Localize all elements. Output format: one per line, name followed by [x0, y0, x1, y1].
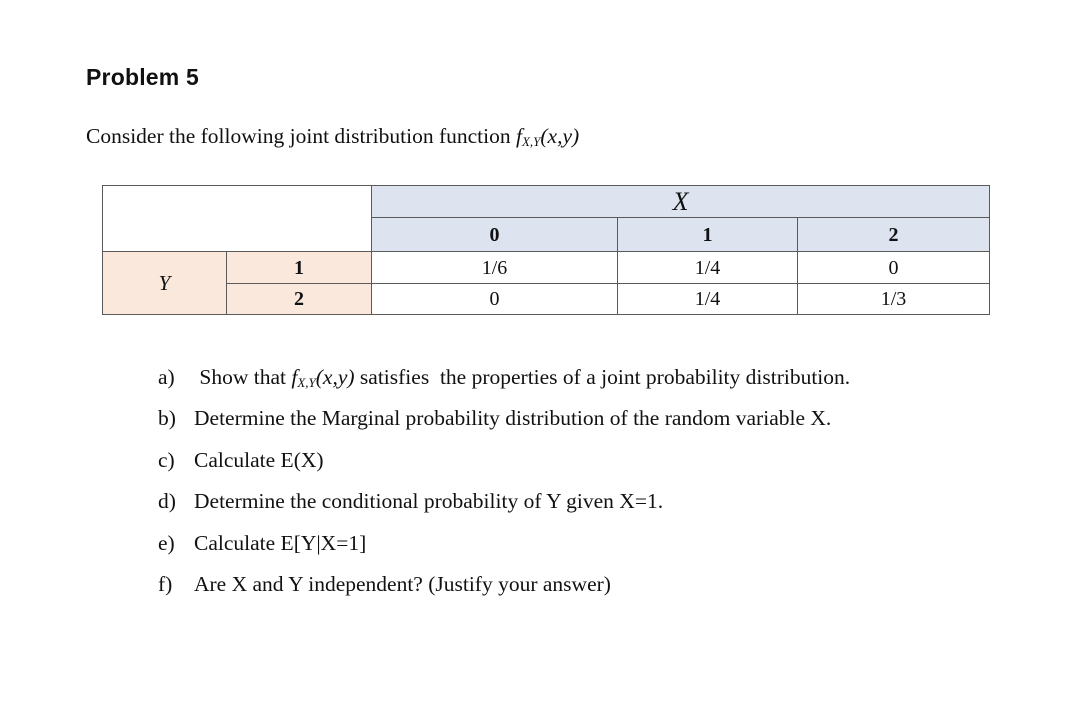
problem-heading: Problem 5: [86, 64, 200, 90]
question-a-pre: Show that: [199, 365, 286, 389]
y-value-header: 2: [227, 284, 372, 315]
intro-fn-sub: X,Y: [521, 134, 541, 149]
question-tag: e): [158, 530, 175, 555]
probability-cell: 0: [798, 252, 990, 284]
question-a-fn-sub: X,Y: [297, 375, 316, 390]
question-tag: b): [158, 406, 176, 431]
joint-function-symbol: [291, 365, 354, 389]
question-text: Calculate E(X): [194, 447, 324, 472]
joint-function-symbol: [516, 124, 579, 148]
question-list: [158, 359, 850, 607]
question-f: [158, 566, 850, 607]
x-variable-header: [372, 186, 990, 218]
question-text: Calculate E[Y|X=1]: [194, 530, 367, 555]
intro-fn-args: (x,y): [540, 124, 580, 148]
question-b: [158, 400, 850, 441]
y-variable-header: [103, 252, 227, 315]
question-e: [158, 525, 850, 566]
question-tag: a): [158, 365, 175, 389]
question-d: [158, 483, 850, 524]
problem-intro: [86, 124, 579, 150]
table-header-row-x: [103, 186, 990, 218]
x-variable-label: X: [672, 186, 689, 216]
y-variable-label: Y: [158, 270, 171, 295]
table-corner-cell: [103, 186, 372, 252]
intro-fn: f: [515, 124, 522, 148]
question-tag: c): [158, 447, 175, 472]
question-text: Determine the Marginal probability distribution of the random variable X.: [194, 406, 832, 431]
y-value-header: 1: [227, 252, 372, 284]
joint-distribution-table: [102, 185, 990, 315]
x-value-header: 1: [618, 218, 798, 252]
question-tag: f): [158, 571, 173, 596]
question-c: [158, 442, 850, 483]
probability-cell: 1/6: [372, 252, 618, 284]
question-tag: d): [158, 489, 176, 514]
question-a-fn: f: [291, 365, 298, 389]
question-a-post: satisfies the properties of a joint probability distribution.: [359, 365, 851, 389]
probability-cell: 1/4: [618, 284, 798, 315]
probability-cell: 0: [372, 284, 618, 315]
probability-cell: 1/4: [618, 252, 798, 284]
probability-cell: 1/3: [798, 284, 990, 315]
intro-text: Consider the following joint distribution function: [86, 124, 511, 148]
question-a: [158, 359, 850, 400]
table-row: [103, 284, 990, 315]
question-text: Are X and Y independent? (Justify your answer): [194, 571, 611, 596]
table-row: [103, 252, 990, 284]
x-value-header: 2: [798, 218, 990, 252]
x-value-header: 0: [372, 218, 618, 252]
question-text: Determine the conditional probability of Y given X=1.: [194, 489, 664, 514]
question-a-fn-args: (x,y): [315, 365, 355, 389]
